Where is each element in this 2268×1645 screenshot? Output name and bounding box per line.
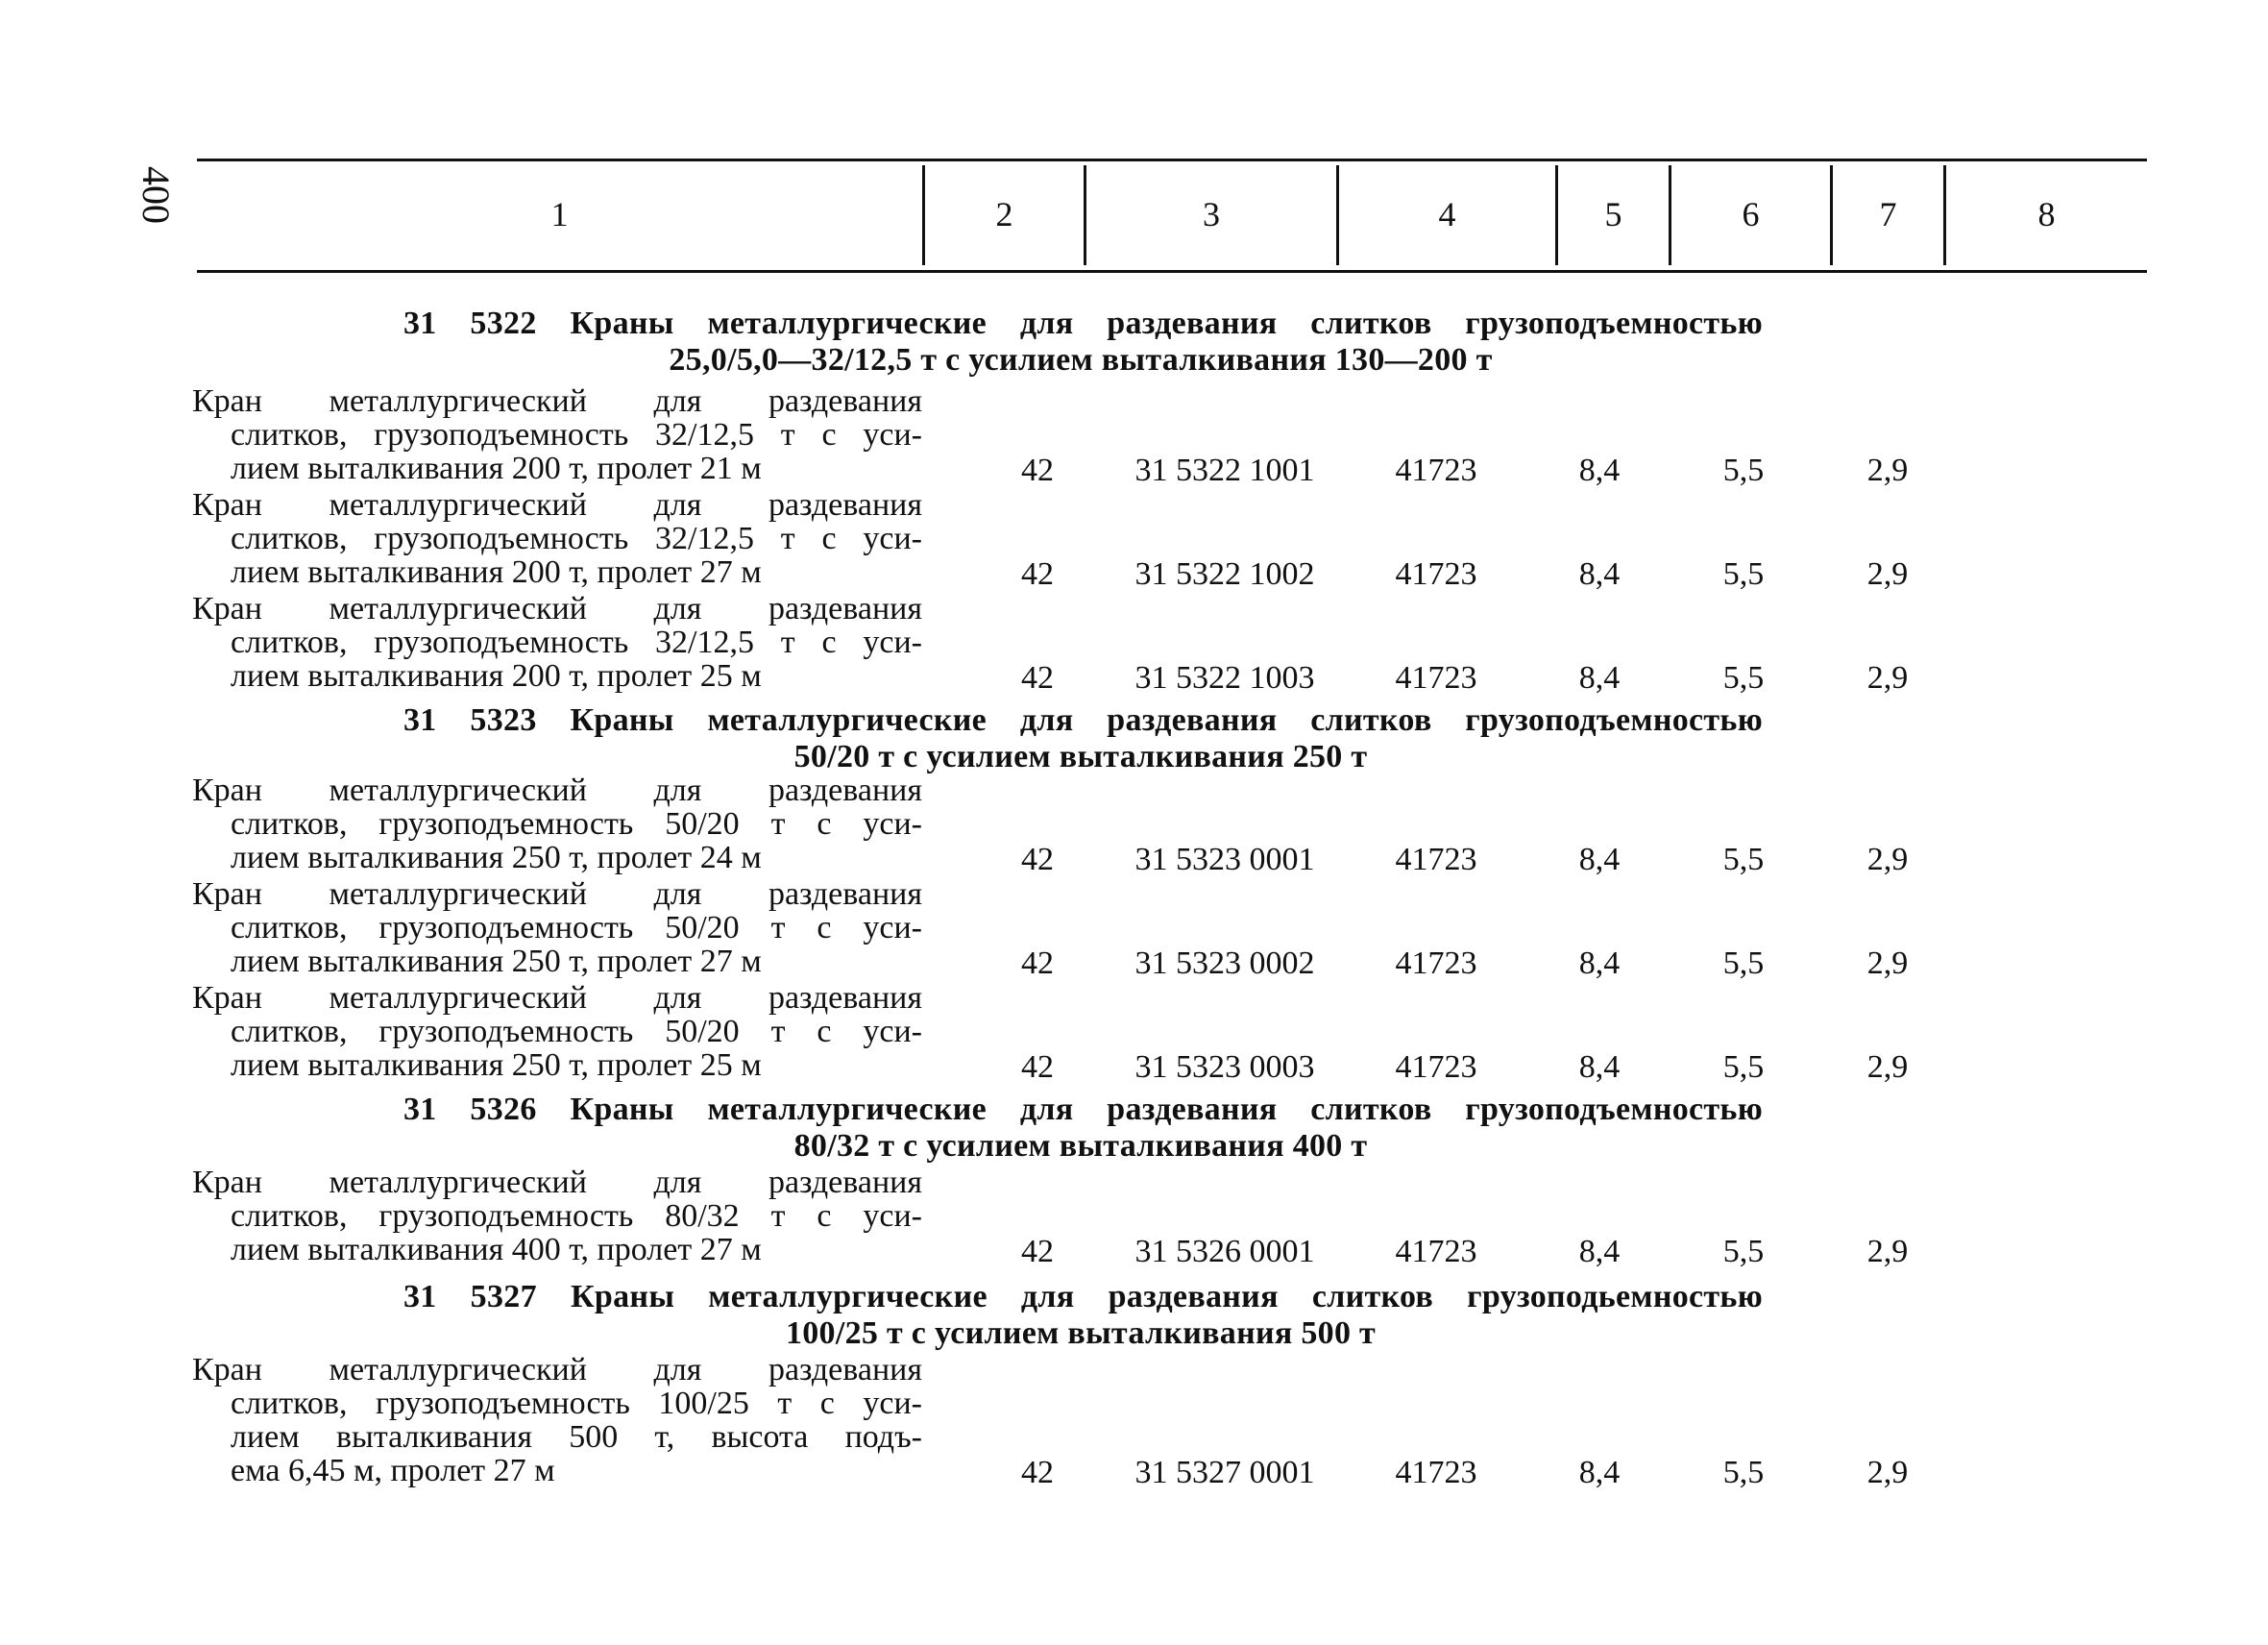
cell-col5: 8,4 <box>1578 556 1621 592</box>
cell-col2: 42 <box>1021 1049 1054 1085</box>
cell-col7: 2,9 <box>1866 842 1909 877</box>
description-line: слитков, грузоподъемность 50/20 т с уси- <box>231 806 922 842</box>
cell-col6: 5,5 <box>1722 453 1765 488</box>
description-line: Кран металлургический для раздевания <box>192 383 922 419</box>
cell-col2: 42 <box>1021 453 1054 488</box>
description-line: слитков, грузоподъемность 32/12,5 т с уси- <box>231 417 922 453</box>
cell-col6: 5,5 <box>1722 1455 1765 1490</box>
column-header-2: 2 <box>995 195 1013 233</box>
cell-col6: 5,5 <box>1722 945 1765 981</box>
cell-col4: 41723 <box>1395 556 1477 592</box>
cell-col5: 8,4 <box>1578 660 1621 696</box>
cell-code: 31 5322 1003 <box>1134 660 1315 696</box>
cell-col7: 2,9 <box>1866 660 1909 696</box>
column-header-4: 4 <box>1438 195 1456 233</box>
section-code-title: 31 5326 Краны металлургические для раздевания слитков грузоподъемностью <box>403 1092 1763 1127</box>
description-line: лием выталкивания 250 т, пролет 27 м <box>231 944 762 979</box>
description-line: ема 6,45 м, пролет 27 м <box>231 1453 555 1488</box>
cell-col4: 41723 <box>1395 842 1477 877</box>
cell-col2: 42 <box>1021 945 1054 981</box>
cell-col4: 41723 <box>1395 945 1477 981</box>
description-line: слитков, грузоподъемность 50/20 т с уси- <box>231 910 922 945</box>
column-header-7: 7 <box>1879 195 1897 233</box>
cell-col2: 42 <box>1021 1455 1054 1490</box>
page-number: 400 <box>134 166 178 224</box>
cell-col6: 5,5 <box>1722 660 1765 696</box>
cell-col4: 41723 <box>1395 453 1477 488</box>
column-header-5: 5 <box>1604 195 1622 233</box>
description-line: слитков, грузоподъемность 32/12,5 т с уси- <box>231 521 922 556</box>
item-description <box>192 592 922 693</box>
cell-col5: 8,4 <box>1578 1234 1621 1269</box>
column-header-8: 8 <box>2037 195 2056 233</box>
cell-col5: 8,4 <box>1578 1455 1621 1490</box>
description-line: слитков, грузоподъемность 50/20 т с уси- <box>231 1014 922 1049</box>
table-header-bottom-rule <box>197 270 2147 273</box>
cell-code: 31 5327 0001 <box>1134 1455 1315 1490</box>
description-line: слитков, грузоподъемность 100/25 т с уси- <box>231 1386 922 1421</box>
cell-col4: 41723 <box>1395 1049 1477 1085</box>
cell-col6: 5,5 <box>1722 842 1765 877</box>
cell-col6: 5,5 <box>1722 1049 1765 1085</box>
description-line: лием выталкивания 250 т, пролет 25 м <box>231 1047 762 1083</box>
section-code-title: 31 5323 Краны металлургические для раздевания слитков грузоподъемностью <box>403 702 1763 738</box>
item-description <box>192 488 922 589</box>
cell-col4: 41723 <box>1395 1455 1477 1490</box>
section-heading <box>197 306 1763 379</box>
description-line: Кран металлургический для раздевания <box>192 876 922 912</box>
cell-col6: 5,5 <box>1722 556 1765 592</box>
description-line: Кран металлургический для раздевания <box>192 591 922 626</box>
section-heading <box>197 1092 1763 1165</box>
cell-col2: 42 <box>1021 556 1054 592</box>
cell-col5: 8,4 <box>1578 453 1621 488</box>
cell-col7: 2,9 <box>1866 453 1909 488</box>
item-description <box>192 877 922 978</box>
cell-col7: 2,9 <box>1866 556 1909 592</box>
cell-col5: 8,4 <box>1578 842 1621 877</box>
description-line: лием выталкивания 250 т, пролет 24 м <box>231 840 762 875</box>
column-header-3: 3 <box>1203 195 1220 233</box>
cell-col5: 8,4 <box>1578 945 1621 981</box>
description-line: Кран металлургический для раздевания <box>192 1165 922 1200</box>
section-code-title: 31 5327 Краны металлургические для раздевания слитков грузоподьемностью <box>403 1279 1763 1314</box>
description-line: Кран металлургический для раздевания <box>192 1352 922 1387</box>
item-description <box>192 981 922 1082</box>
cell-col7: 2,9 <box>1866 1234 1909 1269</box>
cell-col2: 42 <box>1021 660 1054 696</box>
item-description <box>192 773 922 874</box>
cell-code: 31 5322 1001 <box>1134 453 1315 488</box>
section-title-cont: 80/32 т с усилием выталкивания 400 т <box>793 1128 1368 1164</box>
item-description <box>192 1166 922 1266</box>
description-line: Кран металлургический для раздевания <box>192 487 922 523</box>
cell-code: 31 5323 0001 <box>1134 842 1315 877</box>
description-line: лием выталкивания 500 т, высота подъ- <box>231 1419 922 1455</box>
description-line: слитков, грузоподъемность 80/32 т с уси- <box>231 1198 922 1234</box>
cell-col5: 8,4 <box>1578 1049 1621 1085</box>
section-title-cont: 25,0/5,0—32/12,5 т с усилием выталкивания 130—200 т <box>669 342 1493 378</box>
cell-code: 31 5322 1002 <box>1134 556 1315 592</box>
cell-code: 31 5323 0003 <box>1134 1049 1315 1085</box>
cell-col4: 41723 <box>1395 660 1477 696</box>
column-header-1: 1 <box>550 195 569 233</box>
section-heading <box>197 702 1763 775</box>
cell-col7: 2,9 <box>1866 945 1909 981</box>
section-title-cont: 50/20 т с усилием выталкивания 250 т <box>793 739 1368 774</box>
description-line: лием выталкивания 200 т, пролет 21 м <box>231 451 762 486</box>
cell-col2: 42 <box>1021 1234 1054 1269</box>
column-header-6: 6 <box>1742 195 1760 233</box>
description-line: слитков, грузоподъемность 32/12,5 т с уси- <box>231 625 922 660</box>
description-line: Кран металлургический для раздевания <box>192 980 922 1016</box>
cell-col4: 41723 <box>1395 1234 1477 1269</box>
cell-code: 31 5326 0001 <box>1134 1234 1315 1269</box>
cell-col7: 2,9 <box>1866 1455 1909 1490</box>
section-code-title: 31 5322 Краны металлургические для раздевания слитков грузоподъемностью <box>403 306 1763 341</box>
cell-code: 31 5323 0002 <box>1134 945 1315 981</box>
cell-col7: 2,9 <box>1866 1049 1909 1085</box>
section-heading <box>197 1279 1763 1352</box>
cell-col6: 5,5 <box>1722 1234 1765 1269</box>
item-description <box>192 1353 922 1487</box>
description-line: Кран металлургический для раздевания <box>192 773 922 808</box>
section-title-cont: 100/25 т с усилием выталкивания 500 т <box>785 1315 1377 1351</box>
cell-col2: 42 <box>1021 842 1054 877</box>
description-line: лием выталкивания 200 т, пролет 25 м <box>231 658 762 694</box>
item-description <box>192 384 922 485</box>
description-line: лием выталкивания 400 т, пролет 27 м <box>231 1232 762 1267</box>
description-line: лием выталкивания 200 т, пролет 27 м <box>231 554 762 590</box>
